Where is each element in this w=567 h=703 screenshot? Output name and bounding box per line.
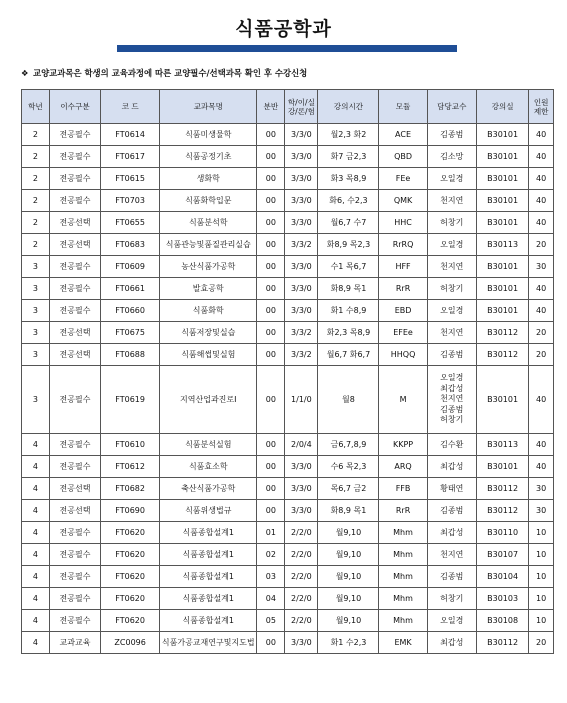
cell-code: FT0690 xyxy=(101,500,160,522)
cell-schedule: 월2,3 화2 xyxy=(318,124,379,146)
cell-grade: 4 xyxy=(22,478,50,500)
cell-course-name: 축산식품가공학 xyxy=(160,478,257,500)
cell-module: RrR xyxy=(379,278,427,300)
column-header-category: 이수구분 xyxy=(49,90,100,124)
cell-credits: 2/2/0 xyxy=(285,610,318,632)
column-header-module: 모듈 xyxy=(379,90,427,124)
cell-module: HHC xyxy=(379,212,427,234)
cell-section: 00 xyxy=(257,146,285,168)
cell-grade: 2 xyxy=(22,234,50,256)
cell-professor: 천지연 xyxy=(427,322,476,344)
cell-credits: 3/3/0 xyxy=(285,146,318,168)
table-row xyxy=(22,322,554,344)
cell-section: 00 xyxy=(257,190,285,212)
cell-section: 05 xyxy=(257,610,285,632)
cell-section: 00 xyxy=(257,344,285,366)
cell-code: FT0614 xyxy=(101,124,160,146)
cell-module: EFEe xyxy=(379,322,427,344)
cell-grade: 4 xyxy=(22,544,50,566)
cell-course-name: 식품위생법규 xyxy=(160,500,257,522)
cell-professor: 최갑성 xyxy=(427,632,476,654)
cell-code: FT0620 xyxy=(101,610,160,632)
cell-grade: 4 xyxy=(22,522,50,544)
cell-professor: 허창기 xyxy=(427,278,476,300)
cell-room: B30103 xyxy=(476,588,528,610)
cell-room: B30113 xyxy=(476,234,528,256)
cell-grade: 2 xyxy=(22,190,50,212)
cell-capacity: 10 xyxy=(529,610,554,632)
column-header-capacity: 인원 제한 xyxy=(529,90,554,124)
cell-section: 00 xyxy=(257,500,285,522)
cell-credits: 1/1/0 xyxy=(285,366,318,434)
title-underline xyxy=(117,45,457,52)
cell-code: FT0703 xyxy=(101,190,160,212)
cell-room: B30112 xyxy=(476,478,528,500)
cell-course-name: 식품화학 xyxy=(160,300,257,322)
cell-course-name: 식품미생물학 xyxy=(160,124,257,146)
table-row xyxy=(22,278,554,300)
cell-room: B30112 xyxy=(476,632,528,654)
cell-schedule: 목6,7 금2 xyxy=(318,478,379,500)
cell-section: 00 xyxy=(257,278,285,300)
table-row xyxy=(22,544,554,566)
table-row xyxy=(22,124,554,146)
cell-course-name: 식품화학입문 xyxy=(160,190,257,212)
table-row xyxy=(22,344,554,366)
cell-grade: 2 xyxy=(22,168,50,190)
cell-code: FT0620 xyxy=(101,522,160,544)
cell-credits: 3/3/0 xyxy=(285,632,318,654)
cell-room: B30101 xyxy=(476,256,528,278)
cell-module: EMK xyxy=(379,632,427,654)
cell-room: B30101 xyxy=(476,190,528,212)
cell-room: B30101 xyxy=(476,300,528,322)
cell-course-name: 식품종합설계1 xyxy=(160,566,257,588)
cell-room: B30113 xyxy=(476,434,528,456)
notice-text: 교양교과목은 학생의 교육과정에 따른 교양필수/선택과목 확인 후 수강신청 xyxy=(33,68,308,78)
table-row xyxy=(22,256,554,278)
cell-schedule: 월9,10 xyxy=(318,566,379,588)
cell-module: HHQQ xyxy=(379,344,427,366)
table-row xyxy=(22,456,554,478)
cell-capacity: 20 xyxy=(529,234,554,256)
cell-module: Mhm xyxy=(379,588,427,610)
cell-code: FT0615 xyxy=(101,168,160,190)
cell-module: HFF xyxy=(379,256,427,278)
cell-room: B30108 xyxy=(476,610,528,632)
cell-grade: 4 xyxy=(22,632,50,654)
cell-section: 00 xyxy=(257,478,285,500)
cell-module: ACE xyxy=(379,124,427,146)
cell-course-name: 식품종합설계1 xyxy=(160,610,257,632)
cell-room: B30107 xyxy=(476,544,528,566)
cell-category: 교과교육 xyxy=(49,632,100,654)
cell-category: 전공필수 xyxy=(49,124,100,146)
cell-schedule: 화7 금2,3 xyxy=(318,146,379,168)
cell-credits: 2/2/0 xyxy=(285,566,318,588)
cell-capacity: 10 xyxy=(529,588,554,610)
cell-schedule: 월6,7 화6,7 xyxy=(318,344,379,366)
cell-credits: 3/3/0 xyxy=(285,278,318,300)
cell-category: 전공필수 xyxy=(49,190,100,212)
cell-module: RrR xyxy=(379,500,427,522)
cell-module: QMK xyxy=(379,190,427,212)
cell-professor: 김수환 xyxy=(427,434,476,456)
cell-capacity: 20 xyxy=(529,322,554,344)
cell-room: B30101 xyxy=(476,278,528,300)
column-header-credits: 학/이/실 강/론/험 xyxy=(285,90,318,124)
cell-section: 03 xyxy=(257,566,285,588)
cell-professor: 김소망 xyxy=(427,146,476,168)
cell-section: 00 xyxy=(257,234,285,256)
cell-code: FT0661 xyxy=(101,278,160,300)
cell-course-name: 식품종합설계1 xyxy=(160,522,257,544)
cell-grade: 4 xyxy=(22,610,50,632)
table-row xyxy=(22,610,554,632)
cell-professor: 천지연 xyxy=(427,544,476,566)
cell-section: 00 xyxy=(257,168,285,190)
cell-capacity: 40 xyxy=(529,146,554,168)
cell-capacity: 30 xyxy=(529,478,554,500)
cell-professor: 김종범 xyxy=(427,344,476,366)
cell-credits: 3/3/0 xyxy=(285,124,318,146)
cell-code: FT0660 xyxy=(101,300,160,322)
cell-credits: 2/0/4 xyxy=(285,434,318,456)
cell-section: 00 xyxy=(257,632,285,654)
cell-room: B30101 xyxy=(476,168,528,190)
cell-professor: 오일경 xyxy=(427,234,476,256)
cell-section: 00 xyxy=(257,212,285,234)
cell-course-name: 식품종합설계1 xyxy=(160,544,257,566)
cell-category: 전공필수 xyxy=(49,168,100,190)
cell-category: 전공선택 xyxy=(49,322,100,344)
cell-course-name: 발효공학 xyxy=(160,278,257,300)
cell-professor: 천지연 xyxy=(427,256,476,278)
cell-grade: 4 xyxy=(22,500,50,522)
cell-capacity: 40 xyxy=(529,366,554,434)
cell-code: FT0683 xyxy=(101,234,160,256)
cell-grade: 4 xyxy=(22,456,50,478)
table-body xyxy=(22,124,554,654)
cell-module: QBD xyxy=(379,146,427,168)
cell-credits: 2/2/0 xyxy=(285,544,318,566)
cell-capacity: 40 xyxy=(529,124,554,146)
diamond-bullet-icon: ❖ xyxy=(21,68,29,78)
cell-section: 00 xyxy=(257,434,285,456)
cell-grade: 2 xyxy=(22,212,50,234)
cell-schedule: 수1 목6,7 xyxy=(318,256,379,278)
cell-course-name: 식품효소학 xyxy=(160,456,257,478)
cell-credits: 3/3/0 xyxy=(285,212,318,234)
cell-grade: 3 xyxy=(22,366,50,434)
cell-section: 00 xyxy=(257,300,285,322)
column-header-section: 분반 xyxy=(257,90,285,124)
cell-course-name: 식품관능및품질관리실습 xyxy=(160,234,257,256)
cell-code: FT0609 xyxy=(101,256,160,278)
cell-professor: 오일경 최갑성 천지연 김종범 허창기 xyxy=(427,366,476,434)
column-header-schedule: 강의시간 xyxy=(318,90,379,124)
cell-module: EBD xyxy=(379,300,427,322)
cell-category: 전공필수 xyxy=(49,256,100,278)
cell-credits: 3/3/0 xyxy=(285,456,318,478)
cell-capacity: 30 xyxy=(529,500,554,522)
notice xyxy=(21,67,307,79)
cell-section: 01 xyxy=(257,522,285,544)
cell-module: RrRQ xyxy=(379,234,427,256)
cell-schedule: 수6 목2,3 xyxy=(318,456,379,478)
cell-credits: 3/3/2 xyxy=(285,344,318,366)
cell-grade: 4 xyxy=(22,566,50,588)
cell-capacity: 40 xyxy=(529,300,554,322)
cell-module: FEe xyxy=(379,168,427,190)
cell-professor: 김종범 xyxy=(427,500,476,522)
cell-course-name: 식품종합설계1 xyxy=(160,588,257,610)
cell-capacity: 10 xyxy=(529,544,554,566)
cell-room: B30101 xyxy=(476,366,528,434)
cell-grade: 3 xyxy=(22,278,50,300)
table-row xyxy=(22,632,554,654)
cell-course-name: 식품해썹및실험 xyxy=(160,344,257,366)
cell-course-name: 식품공정기초 xyxy=(160,146,257,168)
cell-credits: 2/2/0 xyxy=(285,588,318,610)
cell-course-name: 식품저장및실습 xyxy=(160,322,257,344)
table-row xyxy=(22,566,554,588)
cell-category: 전공선택 xyxy=(49,344,100,366)
cell-code: FT0675 xyxy=(101,322,160,344)
cell-schedule: 화1 수8,9 xyxy=(318,300,379,322)
cell-code: ZC0096 xyxy=(101,632,160,654)
cell-credits: 3/3/2 xyxy=(285,234,318,256)
cell-category: 전공필수 xyxy=(49,610,100,632)
cell-professor: 오일경 xyxy=(427,168,476,190)
cell-code: FT0620 xyxy=(101,544,160,566)
cell-capacity: 40 xyxy=(529,168,554,190)
cell-capacity: 20 xyxy=(529,632,554,654)
cell-category: 전공선택 xyxy=(49,478,100,500)
cell-room: B30112 xyxy=(476,322,528,344)
column-header-room: 강의실 xyxy=(476,90,528,124)
table-row xyxy=(22,500,554,522)
cell-code: FT0617 xyxy=(101,146,160,168)
cell-course-name: 식품가공교재연구및지도법 xyxy=(160,632,257,654)
table-row xyxy=(22,434,554,456)
cell-section: 00 xyxy=(257,256,285,278)
cell-capacity: 20 xyxy=(529,344,554,366)
cell-schedule: 월8 xyxy=(318,366,379,434)
cell-schedule: 화8,9 목1 xyxy=(318,500,379,522)
cell-capacity: 40 xyxy=(529,434,554,456)
cell-schedule: 화1 수2,3 xyxy=(318,632,379,654)
table-row xyxy=(22,366,554,434)
table-row xyxy=(22,588,554,610)
cell-category: 전공필수 xyxy=(49,522,100,544)
cell-schedule: 월9,10 xyxy=(318,610,379,632)
cell-schedule: 화3 목8,9 xyxy=(318,168,379,190)
cell-schedule: 월9,10 xyxy=(318,588,379,610)
cell-credits: 3/3/2 xyxy=(285,322,318,344)
cell-credits: 3/3/0 xyxy=(285,256,318,278)
cell-code: FT0610 xyxy=(101,434,160,456)
cell-schedule: 화2,3 목8,9 xyxy=(318,322,379,344)
column-header-professor: 담당교수 xyxy=(427,90,476,124)
column-header-grade: 학년 xyxy=(22,90,50,124)
cell-credits: 2/2/0 xyxy=(285,522,318,544)
table-row xyxy=(22,190,554,212)
cell-professor: 김종범 xyxy=(427,566,476,588)
cell-capacity: 40 xyxy=(529,456,554,478)
cell-code: FT0688 xyxy=(101,344,160,366)
cell-credits: 3/3/0 xyxy=(285,190,318,212)
cell-code: FT0620 xyxy=(101,588,160,610)
table-row xyxy=(22,234,554,256)
cell-room: B30110 xyxy=(476,522,528,544)
cell-category: 전공필수 xyxy=(49,146,100,168)
cell-capacity: 40 xyxy=(529,212,554,234)
cell-credits: 3/3/0 xyxy=(285,168,318,190)
cell-capacity: 10 xyxy=(529,522,554,544)
cell-schedule: 화6, 수2,3 xyxy=(318,190,379,212)
cell-schedule: 화8,9 목2,3 xyxy=(318,234,379,256)
cell-category: 전공필수 xyxy=(49,566,100,588)
cell-room: B30101 xyxy=(476,456,528,478)
cell-schedule: 화8,9 목1 xyxy=(318,278,379,300)
cell-room: B30112 xyxy=(476,344,528,366)
cell-code: FT0612 xyxy=(101,456,160,478)
cell-professor: 오일경 xyxy=(427,300,476,322)
table-row xyxy=(22,478,554,500)
cell-grade: 3 xyxy=(22,256,50,278)
cell-course-name: 식품분석실험 xyxy=(160,434,257,456)
table-header-row xyxy=(22,90,554,124)
cell-category: 전공필수 xyxy=(49,278,100,300)
cell-professor: 천지연 xyxy=(427,190,476,212)
cell-category: 전공선택 xyxy=(49,234,100,256)
cell-code: FT0682 xyxy=(101,478,160,500)
cell-room: B30101 xyxy=(476,146,528,168)
cell-module: Mhm xyxy=(379,544,427,566)
cell-category: 전공필수 xyxy=(49,366,100,434)
cell-room: B30101 xyxy=(476,124,528,146)
cell-category: 전공필수 xyxy=(49,434,100,456)
cell-grade: 3 xyxy=(22,344,50,366)
cell-grade: 2 xyxy=(22,146,50,168)
cell-professor: 김종범 xyxy=(427,124,476,146)
cell-section: 00 xyxy=(257,366,285,434)
cell-professor: 허창기 xyxy=(427,588,476,610)
course-table xyxy=(21,89,554,654)
cell-credits: 3/3/0 xyxy=(285,478,318,500)
cell-credits: 3/3/0 xyxy=(285,500,318,522)
table-row xyxy=(22,522,554,544)
cell-course-name: 농산식품가공학 xyxy=(160,256,257,278)
cell-room: B30104 xyxy=(476,566,528,588)
cell-schedule: 금6,7,8,9 xyxy=(318,434,379,456)
table-row xyxy=(22,168,554,190)
cell-category: 전공필수 xyxy=(49,544,100,566)
cell-module: FFB xyxy=(379,478,427,500)
cell-professor: 최갑성 xyxy=(427,456,476,478)
cell-capacity: 30 xyxy=(529,256,554,278)
cell-schedule: 월6,7 수7 xyxy=(318,212,379,234)
cell-course-name: 생화학 xyxy=(160,168,257,190)
table-row xyxy=(22,212,554,234)
cell-course-name: 지역산업과진로Ⅰ xyxy=(160,366,257,434)
cell-section: 00 xyxy=(257,322,285,344)
cell-section: 02 xyxy=(257,544,285,566)
cell-section: 00 xyxy=(257,456,285,478)
cell-module: M xyxy=(379,366,427,434)
cell-room: B30101 xyxy=(476,212,528,234)
cell-grade: 2 xyxy=(22,124,50,146)
cell-category: 전공필수 xyxy=(49,300,100,322)
cell-category: 전공필수 xyxy=(49,588,100,610)
cell-room: B30112 xyxy=(476,500,528,522)
table-row xyxy=(22,146,554,168)
cell-schedule: 월9,10 xyxy=(318,522,379,544)
cell-professor: 오일경 xyxy=(427,610,476,632)
cell-course-name: 식품분석학 xyxy=(160,212,257,234)
cell-grade: 4 xyxy=(22,588,50,610)
cell-professor: 황태연 xyxy=(427,478,476,500)
cell-grade: 3 xyxy=(22,300,50,322)
cell-credits: 3/3/0 xyxy=(285,300,318,322)
cell-module: KKPP xyxy=(379,434,427,456)
page-title: 식품공학과 xyxy=(235,18,332,40)
cell-grade: 3 xyxy=(22,322,50,344)
cell-category: 전공필수 xyxy=(49,456,100,478)
cell-code: FT0655 xyxy=(101,212,160,234)
cell-module: Mhm xyxy=(379,566,427,588)
column-header-course-name: 교과목명 xyxy=(160,90,257,124)
cell-section: 04 xyxy=(257,588,285,610)
cell-code: FT0619 xyxy=(101,366,160,434)
cell-professor: 허창기 xyxy=(427,212,476,234)
cell-module: Mhm xyxy=(379,522,427,544)
cell-module: Mhm xyxy=(379,610,427,632)
cell-capacity: 40 xyxy=(529,190,554,212)
cell-schedule: 월9,10 xyxy=(318,544,379,566)
cell-section: 00 xyxy=(257,124,285,146)
cell-grade: 4 xyxy=(22,434,50,456)
cell-module: ARQ xyxy=(379,456,427,478)
table-row xyxy=(22,300,554,322)
cell-category: 전공선택 xyxy=(49,212,100,234)
cell-capacity: 10 xyxy=(529,566,554,588)
cell-category: 전공선택 xyxy=(49,500,100,522)
cell-professor: 최갑성 xyxy=(427,522,476,544)
cell-code: FT0620 xyxy=(101,566,160,588)
cell-capacity: 40 xyxy=(529,278,554,300)
column-header-code: 코 드 xyxy=(101,90,160,124)
